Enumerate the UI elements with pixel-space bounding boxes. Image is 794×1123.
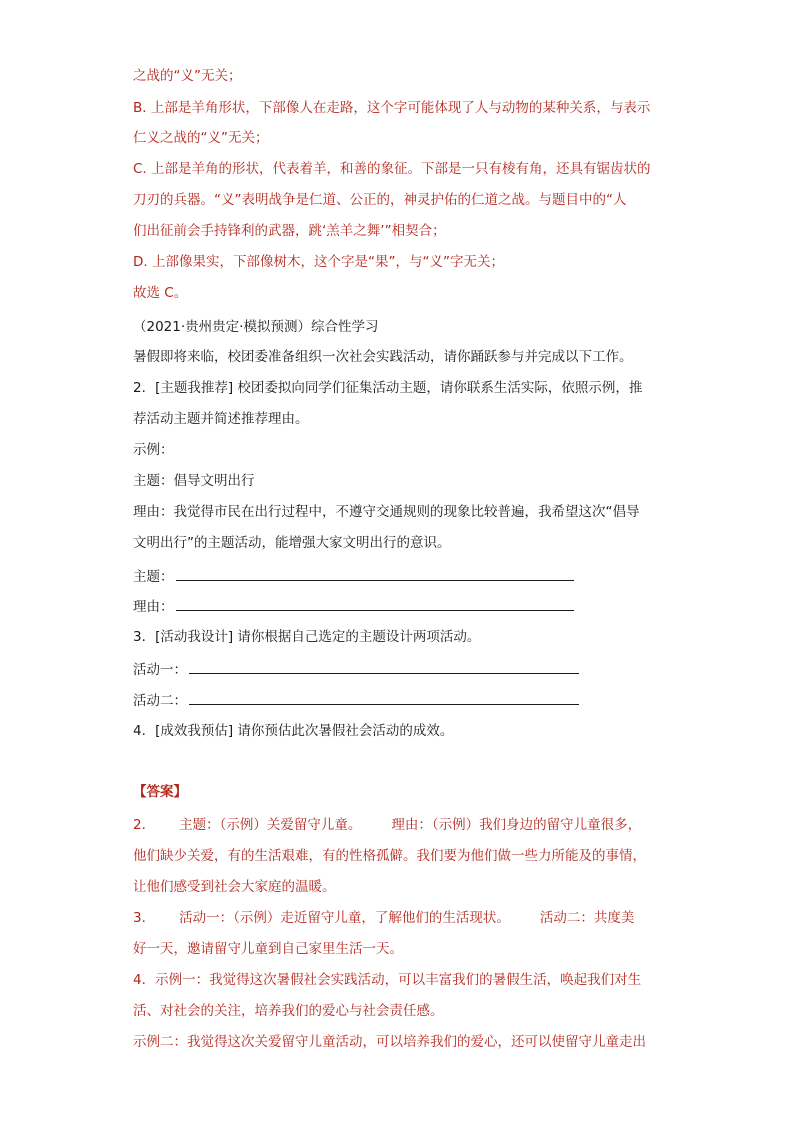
reason-fill-row <box>133 596 665 616</box>
reason-blank <box>176 596 574 611</box>
example-reason-line2: 文明出行”的主题活动，能增强大家文明出行的意识。 <box>133 535 451 551</box>
answer-2-number: 2． <box>133 817 156 833</box>
example-label: 示例： <box>133 442 174 458</box>
activity1-blank <box>189 659 579 674</box>
question-3: 3．[活动我设计] 请你根据自己选定的主题设计两项活动。 <box>133 629 481 645</box>
example-reason: 理由：我觉得市民在出行过程中，不遵守交通规则的现象比较普遍，我希望这次“倡导 <box>133 504 640 520</box>
example-theme: 主题：倡导文明出行 <box>133 473 255 489</box>
option-b: B. 上部是羊角形状，下部像人在走路，这个字可能体现了人与动物的某种关系，与表示 <box>133 100 651 116</box>
question-2-line2: 荐活动主题并简述推荐理由。 <box>133 411 309 427</box>
question-2: 2．[主题我推荐] 校团委拟向同学们征集活动主题，请你联系生活实际，依照示例，推 <box>133 380 643 396</box>
answer-2-theme: 主题：（示例）关爱留守儿童。 <box>179 817 362 833</box>
answer-3-activity2: 活动二：共度美 <box>539 910 635 926</box>
answer-4-line2: 活、对社会的关注，培养我们的爱心与社会责任感。 <box>133 1003 444 1019</box>
answer-3-number: 3． <box>133 910 156 926</box>
activity2-label: 活动二： <box>133 693 187 709</box>
question-4: 4．[成效我预估] 请你预估此次暑假社会活动的成效。 <box>133 723 454 739</box>
answer-3-row <box>133 908 665 928</box>
answer-3-line2: 好一天，邀请留守儿童到自己家里生活一天。 <box>133 941 403 957</box>
answer-3-activity1: 活动一：（示例）走近留守儿童，了解他们的生活现状。 <box>179 910 510 926</box>
theme-blank <box>176 566 574 581</box>
theme-fill-row <box>133 566 665 586</box>
option-c: C. 上部是羊角的形状，代表着羊，和善的象征。下部是一只有棱有角，还具有锯齿状的 <box>133 161 651 177</box>
answer-2-reason: 理由：（示例）我们身边的留守儿童很多， <box>391 817 642 833</box>
option-a-tail: 之战的“义”无关； <box>133 68 242 84</box>
option-c-line2: 刀刃的兵器。“义”表明战争是仁道、公正的，神灵护佑的仁道之战。与题目中的“人 <box>133 192 627 208</box>
answer-4: 4．示例一：我觉得这次暑假社会实践活动，可以丰富我们的暑假生活，唤起我们对生 <box>133 972 642 988</box>
answer-choice: 故选 C。 <box>133 285 188 301</box>
answer-2-line3: 让他们感受到社会大家庭的温暖。 <box>133 879 336 895</box>
reason-label: 理由： <box>133 599 174 615</box>
activity2-blank <box>189 690 579 705</box>
option-b-tail: 仁义之战的“义”无关； <box>133 130 269 146</box>
answer-4-example2: 示例二：我觉得这次关爱留守儿童活动，可以培养我们的爱心，还可以使留守儿童走出 <box>133 1034 646 1050</box>
question-intro: 暑假即将来临，校团委准备组织一次社会实践活动，请你踊跃参与并完成以下工作。 <box>133 349 633 365</box>
answer-2-line2: 他们缺少关爱，有的生活艰难，有的性格孤僻。我们要为他们做一些力所能及的事情， <box>133 848 646 864</box>
activity2-fill-row <box>133 690 665 710</box>
answer-heading: 【答案】 <box>133 784 187 800</box>
option-c-line3: 们出征前会手持锋利的武器，跳‘羔羊之舞’”相契合； <box>133 223 446 239</box>
option-d: D. 上部像果实，下部像树木，这个字是“果”，与“义”字无关； <box>133 254 504 270</box>
theme-label: 主题： <box>133 569 174 585</box>
question-source: （2021·贵州贵定·模拟预测）综合性学习 <box>133 319 379 335</box>
answer-2-row <box>133 815 665 835</box>
activity1-fill-row <box>133 659 665 679</box>
activity1-label: 活动一： <box>133 662 187 678</box>
